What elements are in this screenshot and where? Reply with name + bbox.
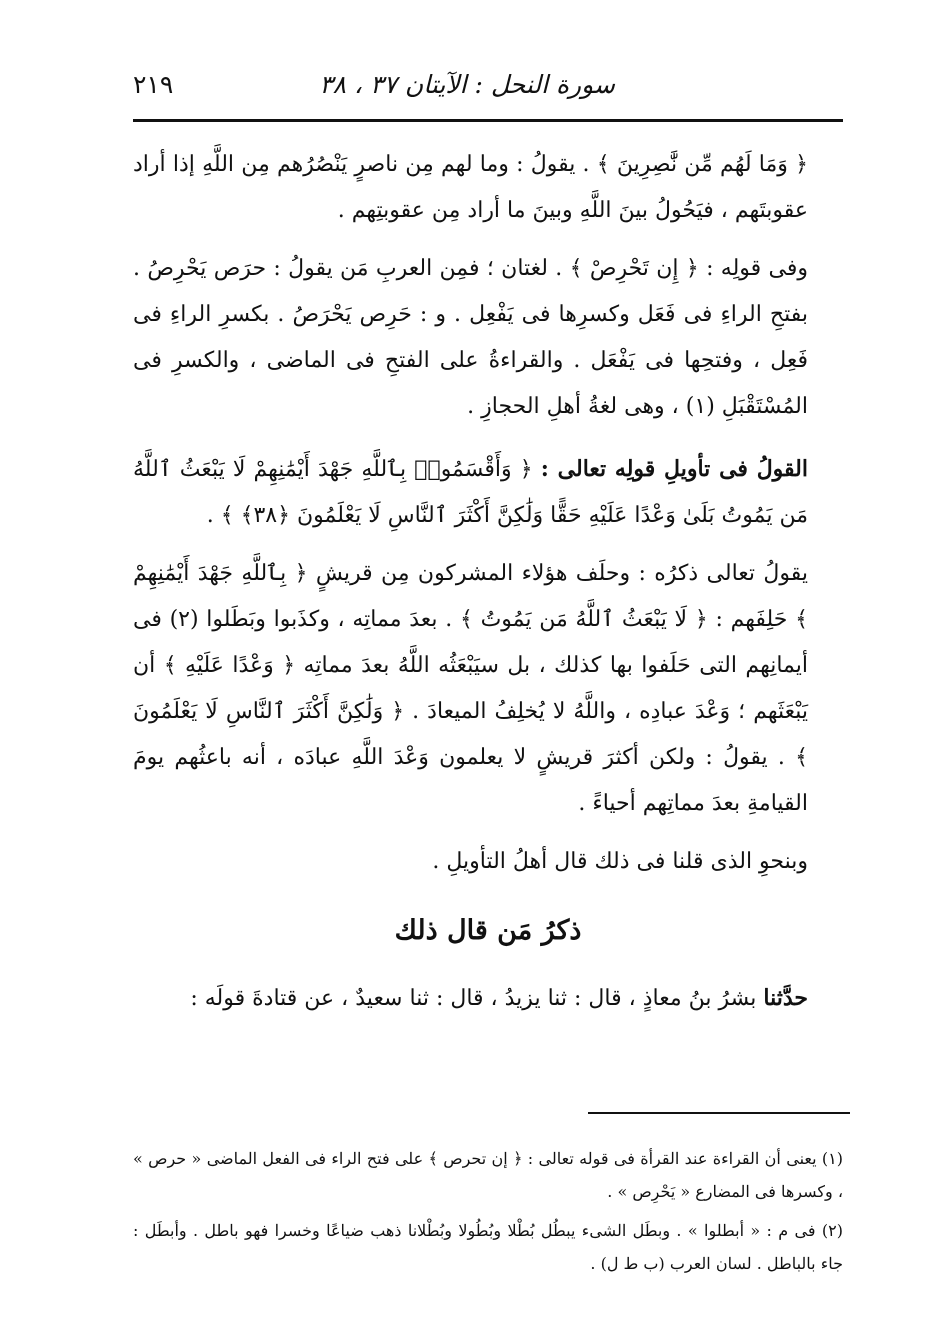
verse-text: ﴿ وَأَقْسَمُوا۟ بِٱللَّهِ جَهْدَ أَيْمَٰنِهِمْ لَا يَبْعَثُ ٱللَّهُ مَن يَمُوتُ بَلَىٰ وَعْدًا عَلَيْهِ حَقًّا وَلَٰكِنَّ أَكْثَرَ ٱلنَّاسِ لَا يَعْلَمُونَ ﴿٣٨﴾ ﴾ .	[133, 457, 808, 528]
paragraph-2: وفى قولِه : ﴿ إِن تَحْرِصْ ﴾ . لغتان ؛ فمِن العربِ مَن يقولُ : حرَص يَحْرِصُ . بفتحِ الراءِ فى فَعَل وكسرِها فى يَفْعِل . و : حَرِص يَحْرَصُ . بكسرِ الراءِ فى فَعِل ، وفتحِها فى يَفْعَل . والقراءةُ على الفتحِ فى الماضى ، والكسرِ فى المُسْتَقْبَلِ (١) ، وهى لغةُ أهلِ الحجازِ .	[133, 256, 809, 419]
paragraph-5: وبنحوِ الذى قلنا فى ذلك قال أهلُ التأويلِ .	[432, 849, 808, 874]
running-header	[133, 70, 843, 110]
paragraph-1: ﴿ وَمَا لَهُم مِّن نَّٰصِرِينَ ﴾ . يقولُ : وما لهم مِن ناصرٍ يَنْصُرُهم مِن اللَّهِ إذا أراد عقوبتَهم ، فيَحُولُ بينَ اللَّهِ وبينَ ما أراد مِن عقوبتِهم .	[133, 152, 808, 223]
header-rule	[133, 119, 843, 122]
paragraph-6	[133, 975, 843, 1022]
main-text	[133, 142, 843, 1022]
page-number: ٢١٩	[133, 70, 174, 99]
footnote-1: (١) يعنى أن القراءة عند القرأة فى قوله تعالى : ﴿ إن تحرص ﴾ على فتح الراء فى الفعل الماضى « حرص » ، وكسرها فى المضارع « يَحْرِص » .	[133, 1149, 843, 1201]
isnad-text: بشرُ بنُ معاذٍ ، قال : ثنا يزيدُ ، قال : ثنا سعيدٌ ، عن قتادةَ قولَه :	[190, 986, 757, 1011]
paragraph-3	[133, 446, 843, 539]
footnote-2: (٢) فى م : « أبطلوا » . وبطَل الشىء يبطُل بُطْلا وبُطُولا وبُطْلانا ذهب ضياعًا وخسرا فهو باطل . وأبطَل : جاء بالباطل . لسان العرب (ب ط ل) .	[133, 1221, 843, 1273]
section-heading: ذكرُ مَن قال ذلك	[394, 915, 582, 946]
isnad-lead: حدَّثنا	[763, 985, 808, 1011]
surah-title: سورة النحل : الآيتان ٣٧ ، ٣٨	[319, 70, 615, 99]
tafsir-heading-lead: القولُ فى تأويلِ قولِه تعالى :	[540, 456, 808, 482]
paragraph-4: يقولُ تعالى ذكرُه : وحلَف هؤلاء المشركون مِن قريشٍ ﴿ بِٱللَّهِ جَهْدَ أَيْمَٰنِهِمْ ﴾ حَلِفَهم : ﴿ لَا يَبْعَثُ ٱللَّهُ مَن يَمُوتُ ﴾ . بعدَ مماتِه ، وكذَبوا وبَطَلوا (٢) فى أيمانِهم التى حَلَفوا بها كذلك ، بل سيَبْعَثُه اللَّهُ بعدَ مماتِه ﴿ وَعْدًا عَلَيْهِ ﴾ أن يَبْعَثَهم ؛ وَعْدَ عبادِه ، واللَّهُ لا يُخلِفُ الميعادَ . ﴿ وَلَٰكِنَّ أَكْثَرَ ٱلنَّاسِ لَا يَعْلَمُونَ ﴾ . يقولُ : ولكن أكثرَ قريشٍ لا يعلمون وَعْدَ اللَّهِ عبادَه ، أنه باعثُهم يومَ القيامةِ بعدَ مماتِهم أحياءً .	[133, 561, 808, 816]
footnote-rule	[588, 1112, 850, 1114]
footnotes	[133, 1142, 843, 1286]
